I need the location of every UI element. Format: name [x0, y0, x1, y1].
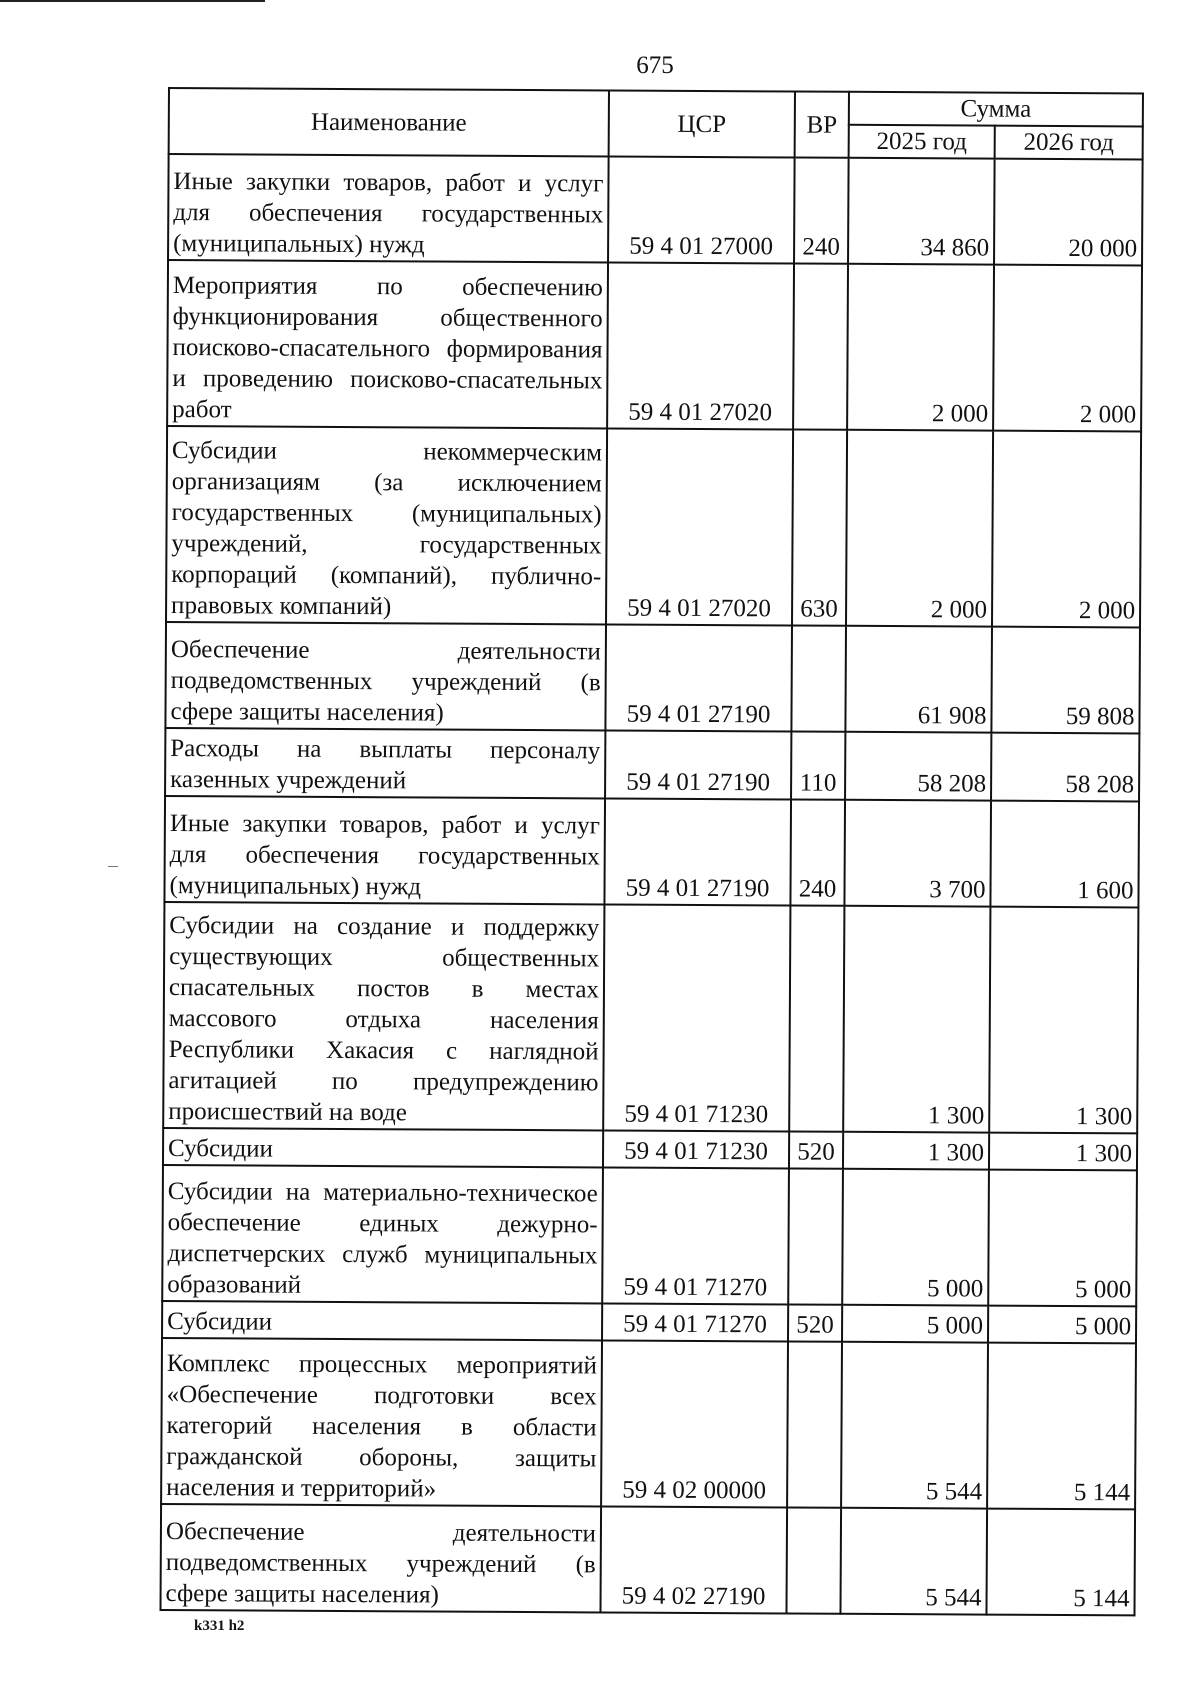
- header-sum: Сумма: [849, 92, 1143, 127]
- header-vr: ВР: [795, 92, 849, 158]
- row-name: Субсидии на материально-техническое обеспечение единых дежурно-диспетчерских служб муниципальных образований: [162, 1165, 603, 1303]
- row-csr: 59 4 01 71270: [602, 1167, 789, 1304]
- row-amount-2025: 5 544: [841, 1342, 988, 1509]
- row-amount-2026: 5 144: [986, 1509, 1135, 1616]
- row-vr: [793, 263, 848, 429]
- row-amount-2026: 59 808: [991, 627, 1140, 734]
- row-name: Субсидии некоммерческим организациям (за исключением государственных (муниципальных) учреждений, государственных корпораций (компаний), публично-правовых компаний): [166, 426, 607, 624]
- table-row: [163, 1128, 1137, 1170]
- header-year-2025: 2025 год: [849, 125, 995, 159]
- row-csr: 59 4 01 27190: [604, 798, 791, 905]
- row-csr: 59 4 01 27190: [605, 730, 791, 799]
- row-csr: 59 4 01 71270: [602, 1303, 788, 1341]
- row-amount-2025: 5 000: [842, 1169, 989, 1306]
- table-row: [164, 796, 1139, 907]
- row-vr: 110: [791, 731, 845, 799]
- row-amount-2026: 5 144: [987, 1343, 1136, 1510]
- row-vr: [786, 1507, 841, 1613]
- row-csr: 59 4 01 71230: [603, 1130, 789, 1168]
- row-amount-2025: 2 000: [846, 430, 993, 627]
- row-csr: 59 4 02 00000: [601, 1340, 788, 1507]
- row-amount-2026: 1 300: [989, 1133, 1137, 1171]
- table-row: [165, 728, 1139, 801]
- table-row: [163, 902, 1138, 1133]
- table-row: [166, 426, 1141, 627]
- row-vr: 520: [788, 1304, 842, 1341]
- row-amount-2026: 20 000: [994, 159, 1143, 266]
- row-vr: [788, 1168, 843, 1304]
- row-name: Обеспечение деятельности подведомственных учреждений (в сфере защиты населения): [165, 622, 606, 730]
- row-amount-2026: 1 600: [990, 801, 1139, 908]
- row-amount-2025: 3 700: [844, 800, 991, 907]
- row-amount-2025: 1 300: [843, 906, 990, 1133]
- row-amount-2025: 2 000: [847, 264, 994, 431]
- row-vr: 630: [792, 429, 847, 625]
- row-amount-2026: 58 208: [991, 733, 1139, 802]
- header-year-2026: 2026 год: [995, 126, 1143, 160]
- row-amount-2025: 5 544: [840, 1508, 987, 1615]
- table-row: [168, 154, 1143, 265]
- row-name: Субсидии: [163, 1128, 603, 1167]
- row-name: Обеспечение деятельности подведомственных учреждений (в сфере защиты населения): [160, 1504, 601, 1612]
- row-name: Мероприятия по обеспечению функционирования общественного поисково-спасательного формирования и проведению поисково-спасательных работ: [167, 260, 608, 428]
- row-csr: 59 4 01 27020: [606, 428, 793, 625]
- row-csr: 59 4 01 27020: [607, 262, 794, 429]
- header-csr: ЦСР: [609, 90, 795, 157]
- row-amount-2025: 34 860: [848, 158, 995, 265]
- row-vr: 520: [789, 1131, 843, 1168]
- header-name: Наименование: [169, 88, 609, 156]
- row-csr: 59 4 01 27190: [605, 624, 792, 731]
- row-name: Субсидии: [162, 1301, 602, 1340]
- row-name: Иные закупки товаров, работ и услуг для обеспечения государственных (муниципальных) нужд: [168, 154, 609, 262]
- row-vr: 240: [794, 158, 849, 264]
- row-amount-2026: 5 000: [988, 1306, 1136, 1344]
- scan-mark: [108, 866, 118, 867]
- row-csr: 59 4 02 27190: [600, 1506, 787, 1613]
- row-amount-2025: 1 300: [843, 1132, 989, 1170]
- table-row: [160, 1504, 1135, 1615]
- footer-code: k331 h2: [194, 1618, 245, 1634]
- table-row: [162, 1301, 1136, 1343]
- row-amount-2025: 61 908: [845, 626, 992, 733]
- row-vr: [789, 905, 844, 1131]
- row-amount-2026: 5 000: [988, 1170, 1137, 1307]
- row-amount-2026: 1 300: [989, 907, 1138, 1134]
- table-row: [165, 622, 1140, 733]
- row-amount-2026: 2 000: [992, 431, 1141, 628]
- row-name: Расходы на выплаты персоналу казенных учреждений: [165, 728, 605, 798]
- row-name: Иные закупки товаров, работ и услуг для обеспечения государственных (муниципальных) нужд: [164, 796, 605, 904]
- scan-edge-line: [0, 0, 265, 2]
- budget-table: [159, 87, 1144, 1616]
- row-vr: [787, 1341, 842, 1507]
- row-name: Комплекс процессных мероприятий «Обеспечение подготовки всех категорий населения в области гражданской обороны, защиты населения и территорий»: [161, 1338, 602, 1506]
- table-header: [169, 88, 1143, 159]
- row-csr: 59 4 01 27000: [608, 156, 795, 263]
- table-row: [162, 1165, 1137, 1306]
- row-csr: 59 4 01 71230: [603, 904, 790, 1131]
- row-amount-2025: 58 208: [845, 732, 991, 801]
- row-vr: 240: [790, 799, 845, 905]
- row-amount-2026: 2 000: [993, 265, 1142, 432]
- row-vr: [791, 625, 846, 731]
- row-amount-2025: 5 000: [842, 1305, 988, 1343]
- row-name: Субсидии на создание и поддержку существующих общественных спасательных постов в местах массового отдыха населения Республики Хакасия с наглядной агитацией по предупреждению происшествий на воде: [163, 902, 604, 1130]
- table-row: [161, 1338, 1136, 1509]
- table-row: [167, 260, 1142, 431]
- page-number: 675: [636, 52, 674, 79]
